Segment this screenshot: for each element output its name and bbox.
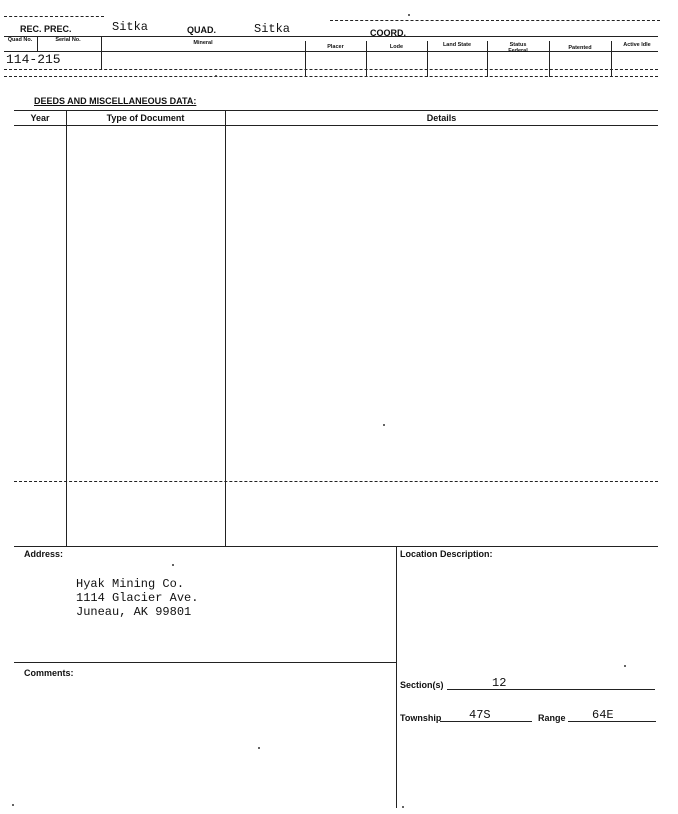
rec-prec-value: Sitka [112,20,149,34]
location-description-label: Location Description: [400,549,493,559]
col-type-of-document: Type of Document [106,113,185,123]
address-line-2: 1114 Glacier Ave. [76,591,199,605]
scan-speck [402,806,404,808]
col-quad-no: Quad No. [7,37,33,43]
col-details: Details [426,113,457,123]
section-value: 12 [492,676,507,690]
township-value: 47S [469,708,491,722]
address-line-1: Hyak Mining Co. [76,577,185,591]
township-label: Township [400,713,442,723]
col-year: Year [30,113,50,123]
col-lode: Lode [389,44,404,50]
address-line-3: Juneau, AK 99801 [76,605,192,619]
scan-speck [383,424,385,426]
col-placer: Placer [327,44,344,50]
comments-label: Comments: [24,668,74,678]
col-land-state: Land State [442,42,472,48]
scan-speck [172,564,174,566]
quad-serial-value: 114-215 [6,52,61,67]
range-value: 64E [592,708,614,722]
scan-speck [215,75,217,77]
scan-speck [258,747,260,749]
deeds-section-title: DEEDS AND MISCELLANEOUS DATA: [34,96,197,106]
address-label: Address: [24,549,64,559]
coord-label: COORD. [370,28,406,38]
col-patented: Patented [568,45,592,51]
col-mineral: Mineral [193,40,213,46]
scan-speck [12,804,14,806]
section-label: Section(s) [400,680,444,690]
range-label: Range [538,713,566,723]
scan-speck [408,14,410,16]
rec-prec-label: REC. PREC. [20,24,72,34]
quad-label: QUAD. [187,25,216,35]
col-serial-no: Serial No. [55,37,81,43]
col-active-idle: Active Idle [623,42,651,48]
scan-speck [624,665,626,667]
quad-value: Sitka [254,22,291,36]
col-status-federal: Status Federal [508,42,528,54]
